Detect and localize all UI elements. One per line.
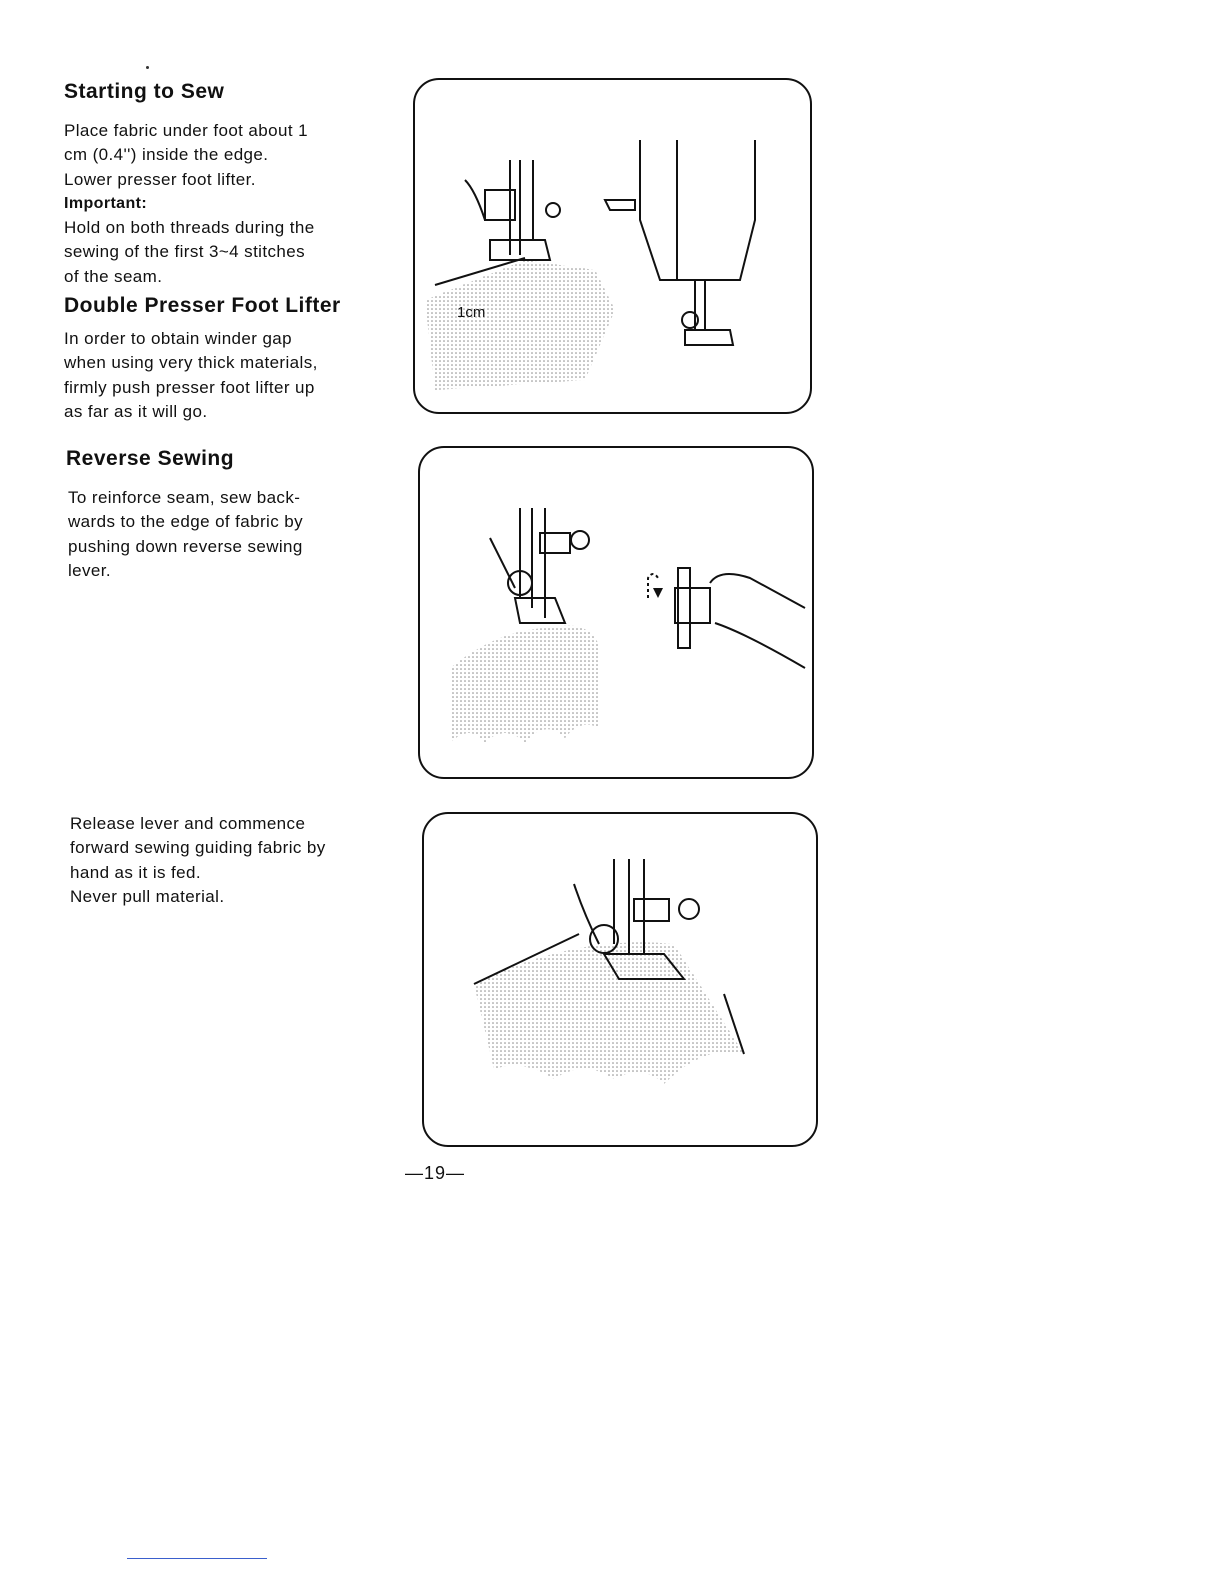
starting-to-sew-text [64,119,374,289]
reverse-lever-illustration [420,448,812,777]
text-line: Hold on both threads during the [64,218,315,238]
figure-reverse-sewing [418,446,814,779]
text-line: Never pull material. [70,886,225,906]
text-line: as far as it will go. [64,401,208,421]
figure-starting-to-sew [413,78,812,414]
text-line: firmly push presser foot lifter up [64,377,315,397]
page-number: —19— [405,1163,466,1183]
text-line: Release lever and commence [70,814,306,833]
text-line: when using very thick materials, [64,353,318,373]
speck [146,66,149,69]
figure-1cm-label: 1cm [457,304,486,321]
text-line: cm (0.4'') inside the edge. [64,145,269,165]
text-line: hand as it is fed. [70,862,201,882]
text-line: forward sewing guiding fabric by [70,838,326,858]
figure-forward-sewing [422,812,818,1147]
footer-rule [127,1558,267,1559]
text-line: In order to obtain winder gap [64,329,293,348]
forward-sewing-illustration [424,814,816,1145]
text-line: lever. [68,560,112,580]
important-label: Important: [64,194,148,212]
reverse-sewing-text [68,486,378,583]
text-line: Place fabric under foot about 1 [64,121,308,140]
sewing-foot-illustration [415,80,810,412]
text-line: pushing down reverse sewing [68,536,303,556]
text-line: wards to the edge of fabric by [68,512,304,532]
heading-starting-to-sew: Starting to Sew [64,80,225,103]
double-presser-text [64,327,374,424]
text-line: of the seam. [64,266,163,286]
text-line: Lower presser foot lifter. [64,169,256,189]
text-line: sewing of the first 3~4 stitches [64,242,305,262]
release-lever-text [70,812,380,909]
heading-double-presser-foot-lifter: Double Presser Foot Lifter [64,294,341,317]
text-line: To reinforce seam, sew back- [68,488,301,507]
heading-reverse-sewing: Reverse Sewing [66,447,235,470]
